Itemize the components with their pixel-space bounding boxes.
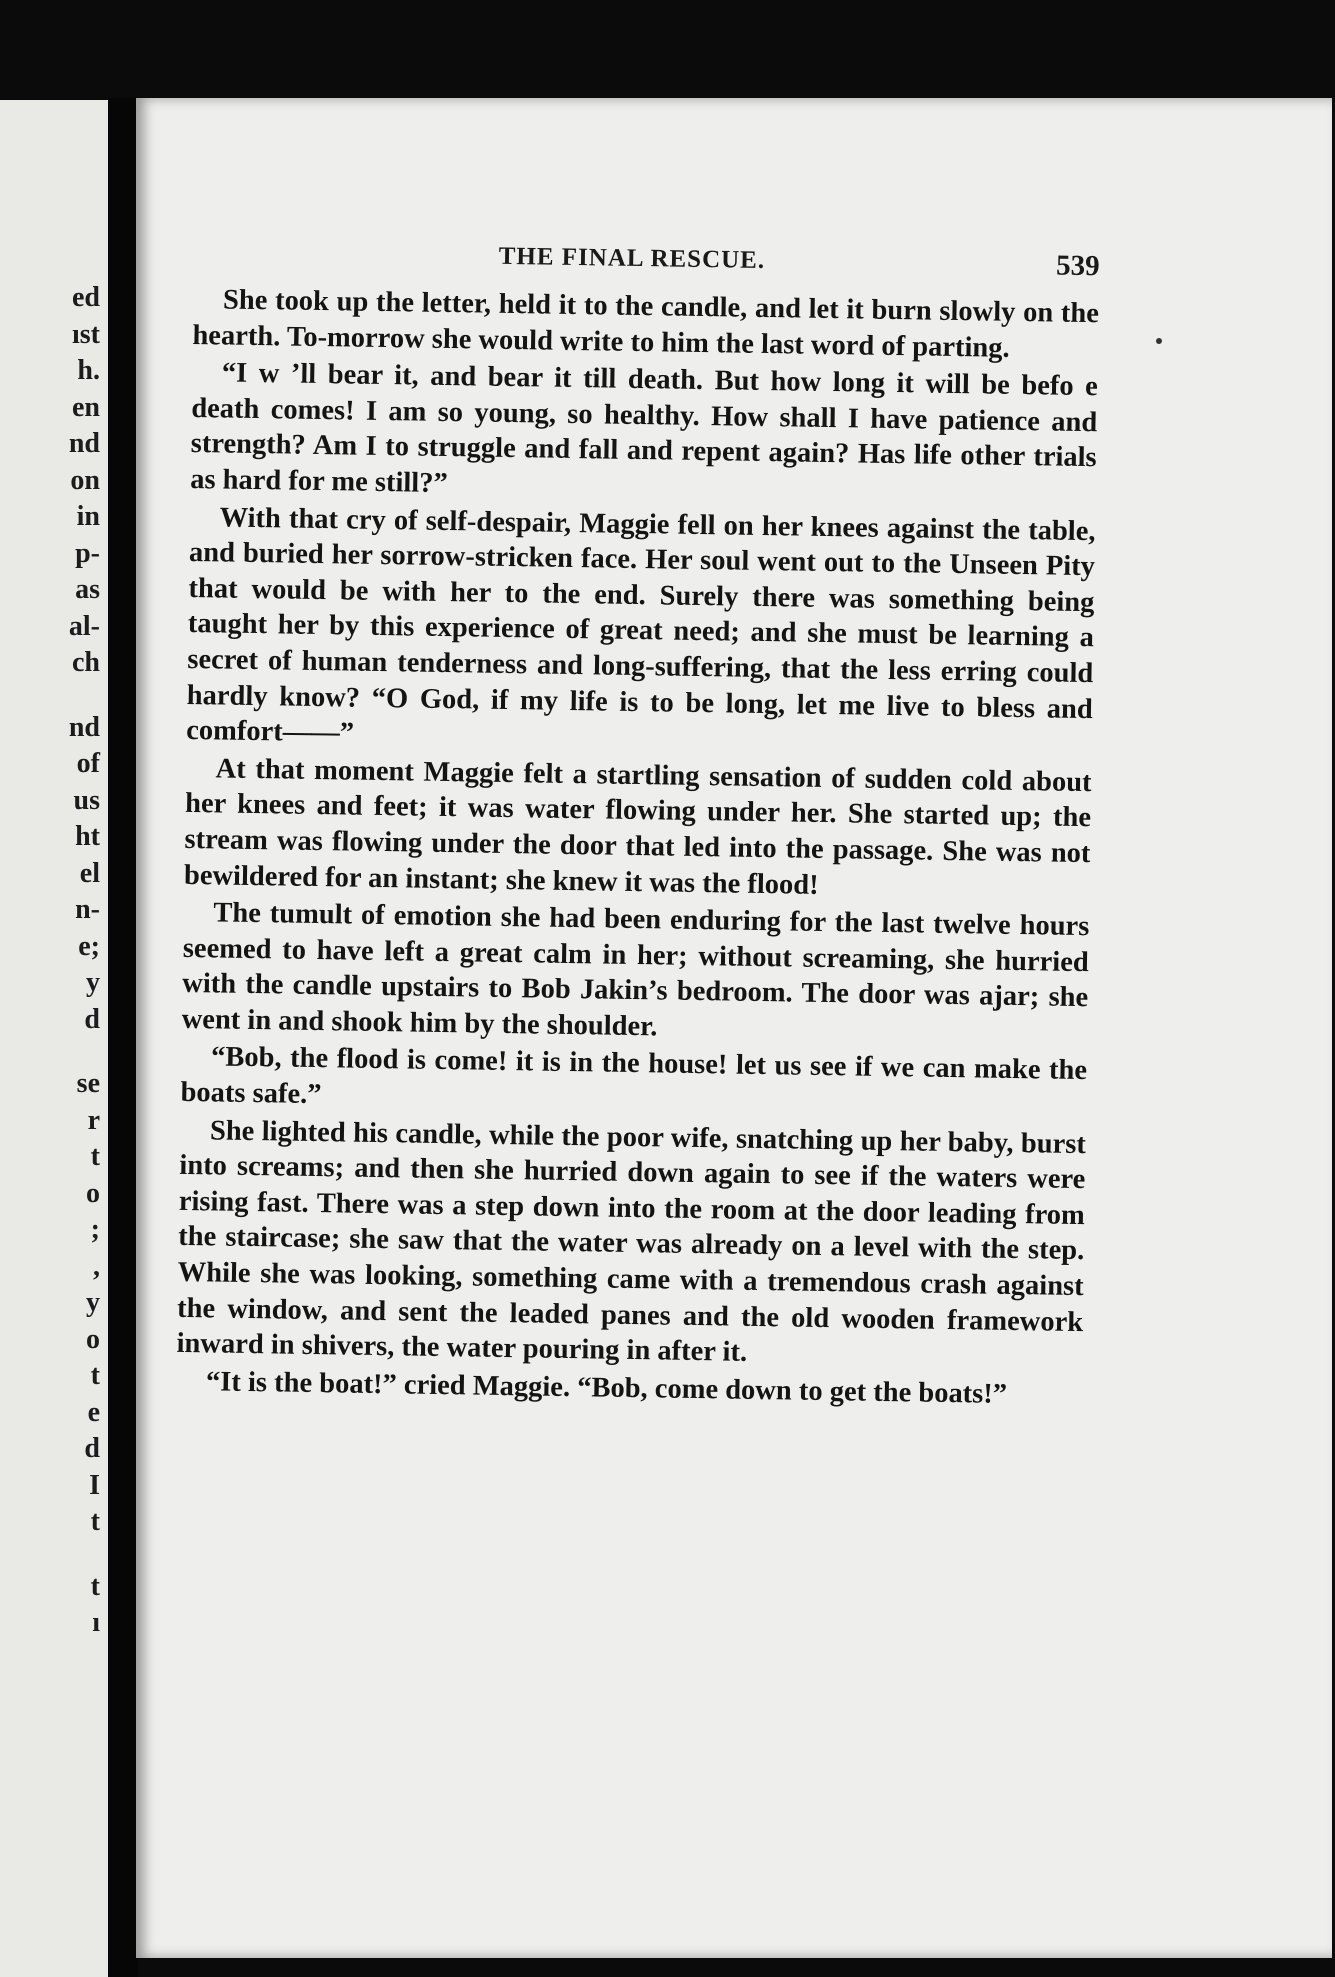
facing-line: e;: [78, 930, 100, 962]
facing-line: o: [86, 1323, 100, 1355]
facing-line: us: [73, 784, 100, 816]
facing-page: [0, 100, 108, 1977]
facing-line: ıst: [72, 318, 100, 350]
facing-line: y: [86, 967, 100, 998]
facing-line: ,: [93, 1250, 100, 1282]
ink-speck: [1156, 338, 1162, 344]
facing-gap: [69, 1541, 100, 1569]
facing-line: d: [84, 1433, 100, 1464]
facing-line: ch: [72, 647, 100, 678]
facing-line: o: [86, 1177, 100, 1209]
facing-gap: [69, 682, 100, 710]
facing-line: en: [72, 391, 100, 423]
facing-line: t: [90, 1570, 100, 1602]
facing-line: n-: [75, 894, 100, 925]
facing-line: d: [84, 1003, 100, 1035]
paragraph: “Bob, the flood is come! it is in the house! let us see if we can make the boats safe.”: [180, 1041, 1088, 1111]
facing-line: in: [76, 501, 100, 532]
facing-line: nd: [68, 711, 100, 743]
facing-line: as: [75, 574, 100, 605]
paragraph: “I w ’ll bear it, and bear it till death. But how long it will be befo e death comes! I am so young, so healthy. How shall I have patience and strength? Am I to struggle and fall and repent again? Has life other trials as hard for me still?”: [189, 357, 1099, 499]
facing-line: h.: [77, 355, 100, 386]
paragraph: “It is the boat!” cried Maggie. “Bob, come down to get the boats!”: [205, 1366, 1008, 1410]
facing-page-text: [69, 280, 100, 1642]
facing-line: e: [87, 1396, 100, 1428]
facing-line: of: [76, 748, 100, 779]
facing-gap: [69, 1038, 100, 1066]
facing-line: se: [76, 1068, 100, 1099]
paragraph: At that moment Maggie felt a startling sensation of sudden cold about her knees and feet; it was water flowing under her. She started up; the stream was flowing under the door that led into the passage. She was not bewildered for an instant; she knew it was the flood!: [183, 753, 1092, 901]
facing-line: r: [87, 1104, 100, 1136]
facing-line: ;: [90, 1214, 100, 1245]
facing-line: ı: [92, 1607, 100, 1638]
page: [136, 98, 1332, 1958]
facing-line: p-: [75, 537, 100, 569]
paragraph: With that cry of self-despair, Maggie fell on her knees against the table, and buried her sorrow-stricken face. Her soul went out to the Unseen Pity that would be with her to the end. Surely there was something being taught her by this experience of great need; and she must be learning a secret of human tenderness and long-suffering, that the less erring could hardly know? “O God, if my life is to be long, let me live to bless and comfort——”: [186, 502, 1096, 749]
facing-line: y: [86, 1287, 100, 1318]
facing-line: ed: [72, 282, 100, 313]
facing-line: el: [79, 857, 100, 889]
body-text: [176, 282, 1099, 1413]
page-content: [176, 238, 1100, 1415]
facing-line: t: [90, 1506, 100, 1537]
paragraph: She took up the letter, held it to the candle, and let it burn slowly on the hearth. To-morrow she would write to him the last word of parting.: [192, 284, 1100, 364]
facing-line: t: [90, 1141, 100, 1172]
paragraph: She lighted his candle, while the poor wife, snatching up her baby, burst into screams; and then she hurried down again to see if the waters were rising fast. There was a step down into the room at the door leading from the staircase; she saw that the water was already on a level with the step. While she was looking, something came with a tremendous crash against the window, and sent the leaded panes and the old wooden framework inward in shivers, the water pouring in after it.: [176, 1115, 1087, 1369]
facing-line: al-: [68, 610, 100, 642]
page-number: 539: [1055, 249, 1100, 283]
running-title: THE FINAL RESCUE.: [498, 242, 766, 274]
book-gutter: [108, 98, 138, 1977]
facing-line: t: [90, 1360, 100, 1391]
facing-line: on: [70, 464, 100, 496]
facing-line: nd: [68, 428, 100, 459]
paragraph: The tumult of emotion she had been enduring for the last twelve hours seemed to have left a great calm in her; without screaming, she hurried with the candle upstairs to Bob Jakin’s bedroom. The door was ajar; she went in and shook him by the shoulder.: [181, 897, 1090, 1043]
facing-line: ht: [75, 821, 100, 852]
facing-line: I: [89, 1469, 100, 1501]
